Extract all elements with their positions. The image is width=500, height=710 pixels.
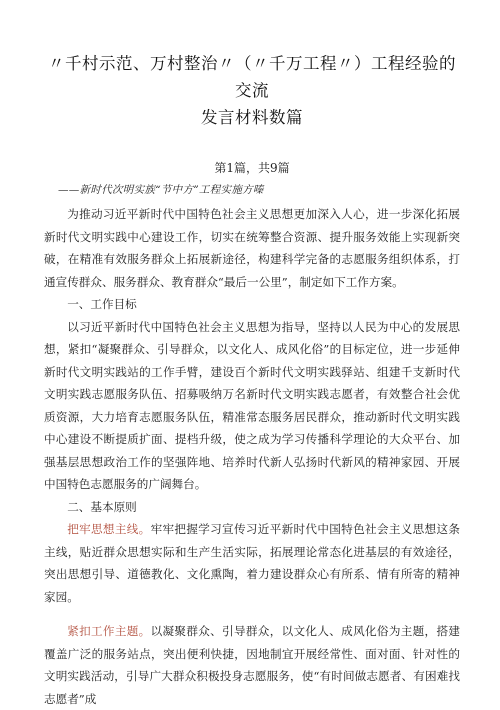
principle-1-body: 牢牢把握学习宣传习近平新时代中国特色社会主义思想这条主线，贴近群众思想实际和生产生活实际，拓展理论常态化进基层的有效途径，突出思想引导、道德教化、文化熏陶，着力建设群众心有所系、情有所寄的精神家园。	[44, 522, 460, 604]
page-indicator: 第1篇，共9篇	[214, 161, 290, 175]
subtitle: ——新时代次明实族“节中方”工程实施方嗪	[58, 184, 264, 196]
intro-paragraph: 为推动习近平新时代中国特色社会主义思想更加深入人心，进一步深化拓展新时代文明实践中心建设工作，切实在统筹整合资源、提升服务效能上实现新突破，在精准有效服务群众上拓展新途径，构建科学完备的志愿服务组织体系，打通宣传群众、服务群众、教育群众“最后一公里”，制定如下工作方案。	[44, 207, 460, 289]
section-heading-principles: 二、基本原则	[67, 499, 137, 514]
title-line-2: 发言材料数篇	[201, 108, 303, 127]
principle-2-lead: 紧扣工作主题。	[67, 624, 151, 638]
title-line-1: 〃千村示范、万村整治〃（〃千万工程〃）工程经验的交流	[48, 54, 456, 100]
document-title	[44, 50, 460, 131]
principle-paragraph-2	[44, 620, 460, 710]
paragraph-gap	[44, 608, 460, 620]
goals-paragraph: 以习近平新时代中国特色社会主义思想为指导，坚持以人民为中心的发展思想，紧扣“凝聚群众、引导群众，以文化人、成风化俗”的目标定位，进一步延伸新时代文明实践站的工作手臂，建设百个新时代文明实践驿站、组建千支新时代文明实践志愿服务队伍、招募吸纳万名新时代文明实践志愿者，有效整合社会优质资源，大力培育志愿服务队伍，精准常态服务居民群众，推动新时代文明实践中心建设不断提质扩面、提档升级，使之成为学习传播科学理论的大众平台、加强基层思想政治工作的坚强阵地、培养时代新人弘扬时代新风的精神家园、开展中国特色志愿服务的广阔舞台。	[44, 319, 460, 491]
principle-2-body: 以凝聚群众、引导群众，以文化人、成风化俗为主题，搭建覆盖广泛的服务站点，突出便利快捷，因地制宜开展经常性、面对面、针对性的文明实践活动，引导广大群众积极投身志愿服务，使“有时间做志愿者、有困难找志愿者”成	[44, 624, 460, 706]
principle-paragraph-1	[44, 518, 460, 608]
section-heading-goals: 一、工作目标	[67, 297, 137, 311]
principle-1-lead: 把牢思想主线。	[67, 522, 151, 536]
